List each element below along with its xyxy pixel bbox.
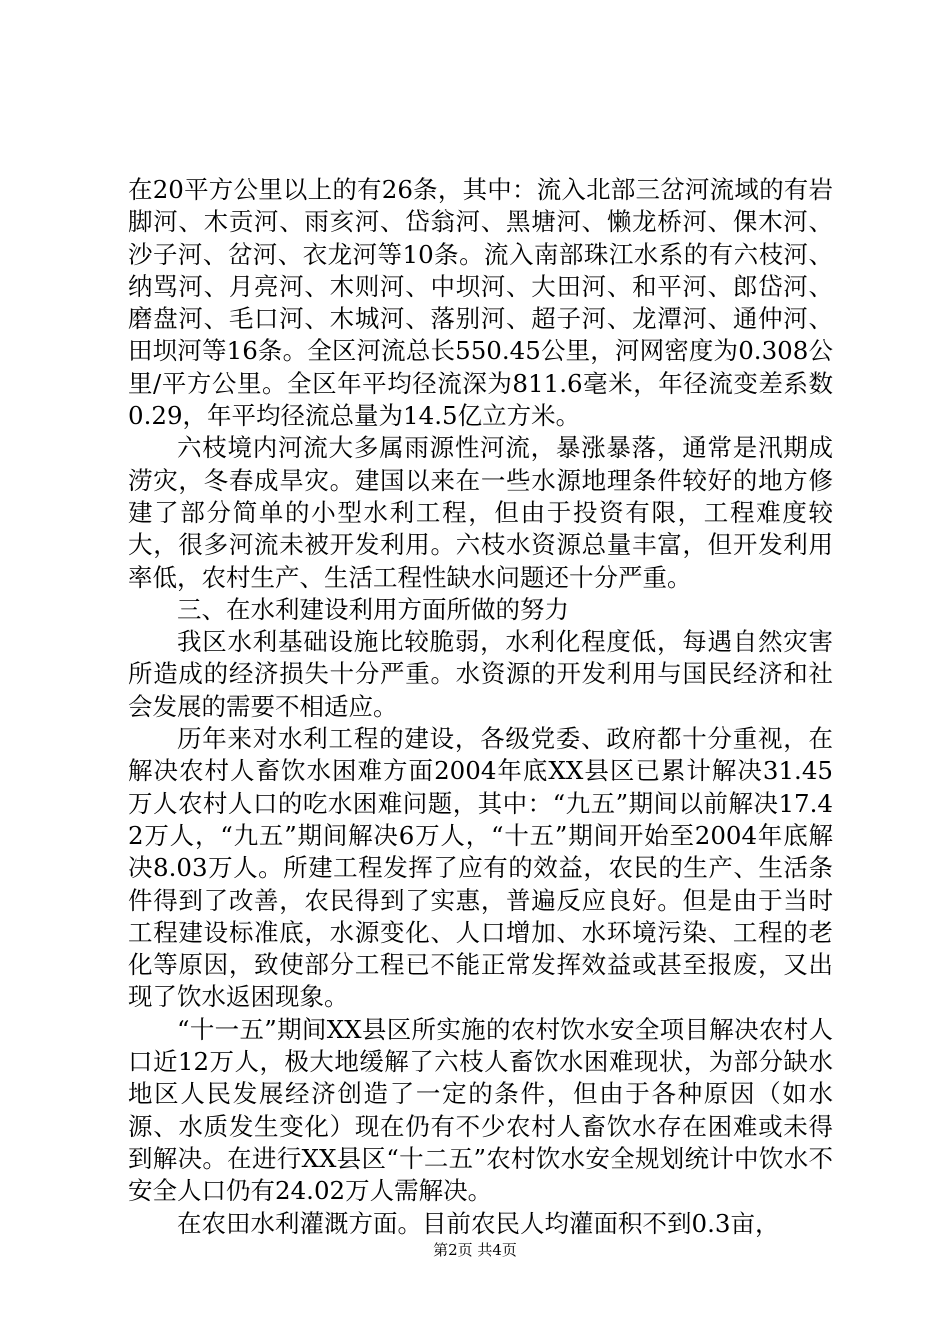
- paragraph-irrigation: 在农田水利灌溉方面。目前农民人均灌面积不到0.3亩，: [177, 1208, 780, 1238]
- paragraph-infrastructure: 我区水利基础设施比较脆弱，水利化程度低，每遇自然灾害所造成的经济损失十分严重。水资源的开发利用与国民经济和社会发展的需要不相适应。: [128, 627, 833, 721]
- page-number-footer: 第2页 共4页: [433, 1241, 517, 1259]
- document-body: [128, 174, 833, 1240]
- paragraph-river-list: 在20平方公里以上的有26条，其中：流入北部三岔河流域的有岩脚河、木贡河、雨亥河、岱翁河、黑塘河、懒龙桥河、倮木河、沙子河、岔河、衣龙河等10条。流入南部珠江水系的有六枝河、纳骂河、月亮河、木则河、中坝河、大田河、和平河、郎岱河、磨盘河、毛口河、木城河、落别河、超子河、龙潭河、通仲河、田坝河等16条。全区河流总长550.45公里，河网密度为0.308公里/平方公里。全区年平均径流深为811.6毫米，年径流变差系数0.29，年平均径流总量为14.5亿立方米。: [128, 175, 833, 431]
- paragraph-eleventh-five-year: “十一五”期间XX县区所实施的农村饮水安全项目解决农村人口近12万人，极大地缓解了六枝人畜饮水困难现状，为部分缺水地区人民发展经济创造了一定的条件，但由于各种原因（如水源、水质发生变化）现在仍有不少农村人畜饮水存在困难或未得到解决。在进行XX县区“十二五”农村饮水安全规划统计中饮水不安全人口仍有24.02万人需解决。: [128, 1014, 833, 1206]
- paragraph-river-characteristics: 六枝境内河流大多属雨源性河流，暴涨暴落，通常是汛期成涝灾，冬春成旱灾。建国以来在一些水源地理条件较好的地方修建了部分简单的小型水利工程，但由于投资有限，工程难度较大，很多河流未被开发利用。六枝水资源总量丰富，但开发利用率低，农村生产、生活工程性缺水问题还十分严重。: [128, 433, 833, 592]
- section-heading-efforts: 三、在水利建设利用方面所做的努力: [177, 594, 569, 624]
- paragraph-drinking-water-history: 历年来对水利工程的建设，各级党委、政府都十分重视，在解决农村人畜饮水困难方面2004年底XX县区已累计解决31.45万人农村人口的吃水困难问题，其中：“九五”期间以前解决17.42万人，“九五”期间解决6万人，“十五”期间开始至2004年底解决8.03万人。所建工程发挥了应有的效益，农民的生产、生活条件得到了改善，农民得到了实惠，普遍反应良好。但是由于当时工程建设标准底，水源变化、人口增加、水环境污染、工程的老化等原因，致使部分工程已不能正常发挥效益或甚至报废，又出现了饮水返困现象。: [128, 724, 833, 1012]
